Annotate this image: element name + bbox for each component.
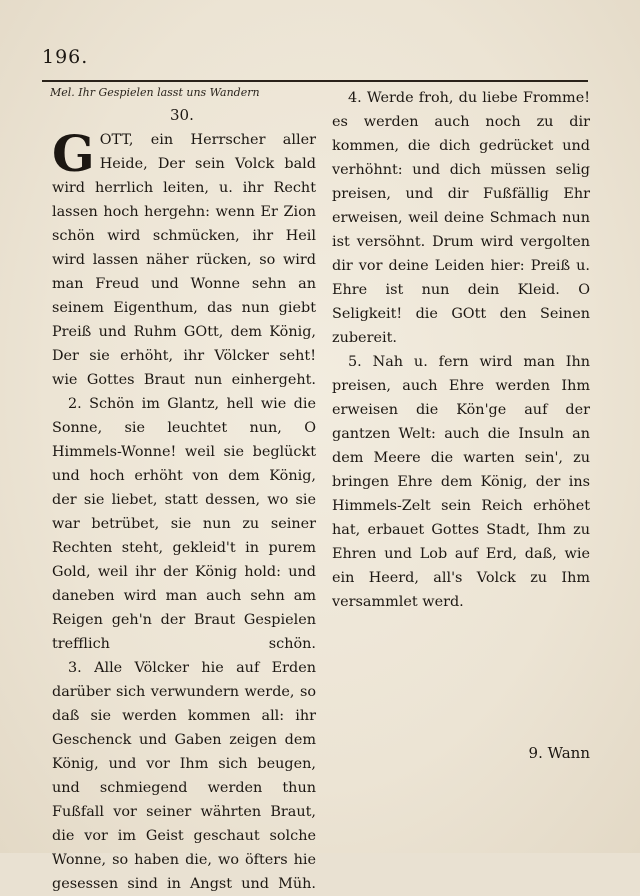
- stanza-1: GOTT, ein Herrscher aller Heide, Der sein Volck bald wird herrlich leiten, u. ihr Recht lassen hoch hergehn: wenn Er Zion schön wird schmücken, ihr Heil wird lassen näher rücken, so wird man Freud und Wonne sehn an seinem Eigenthum, das nun giebt Preiß und Ruhm GOtt, dem König, Der sie erhöht, ihr Völcker seht! wie Gottes Braut nun einhergeht.: [52, 124, 316, 388]
- stanza-4: 4. Werde froh, du liebe Fromme! es werden auch noch zu dir kommen, die dich gedrücket und verhöhnt: und dich müssen selig preisen, und dir Fußfällig Ehr erweisen, weil deine Schmach nun ist versöhnt. Drum wird vergolten dir vor deine Leiden hier: Preiß u. Ehre ist nun dein Kleid. O Seligkeit! die GOtt den Seinen zubereit.: [332, 90, 590, 346]
- catchword: 9. Wann: [528, 744, 590, 762]
- stanza-3: 3. Alle Völcker hie auf Erden darüber sich verwundern werde, so daß sie werden kommen all: ihr Geschenck und Gaben zeigen dem König, und vor Ihm sich beugen, und schmiegend werden thun Fußfall vor seiner währten Braut, die vor im Geist geschaut solche Wonne, so haben die, wo öfters hie gesessen sind in Angst und Müh.: [52, 660, 316, 892]
- hymn-number: 30.: [170, 106, 194, 124]
- stanza-2: 2. Schön im Glantz, hell wie die Sonne, sie leuchtet nun, O Himmels-Wonne! weil sie beglückt und hoch erhöht von dem König, der sie liebet, statt dessen, wo sie war betrübet, sie nun zu seiner Rechten steht, gekleid't in purem Gold, weil ihr der König hold: und daneben wird man auch sehn am Reigen geh'n der Braut Gespielen trefflich schön.: [52, 396, 316, 652]
- header-rule: [42, 80, 588, 82]
- stanza-5: 5. Nah u. fern wird man Ihn preisen, auch Ehre werden Ihm erweisen die Kön'ge auf der gantzen Welt: auch die Insuln an dem Meere die warten sein', zu bringen Ehre dem König, der ins Himmels-Zelt sein Reich erhöhet hat, erbauet Gottes Stadt, Ihm zu Ehren und Lob auf Erd, daß, wie ein Heerd, all's Volck zu Ihm versammlet werd.: [332, 354, 590, 610]
- handwritten-melody-note: Mel. Ihr Gespielen lasst uns Wandern: [50, 86, 260, 99]
- left-column: [52, 124, 316, 896]
- right-column: [332, 86, 590, 614]
- page-number: 196.: [42, 46, 89, 68]
